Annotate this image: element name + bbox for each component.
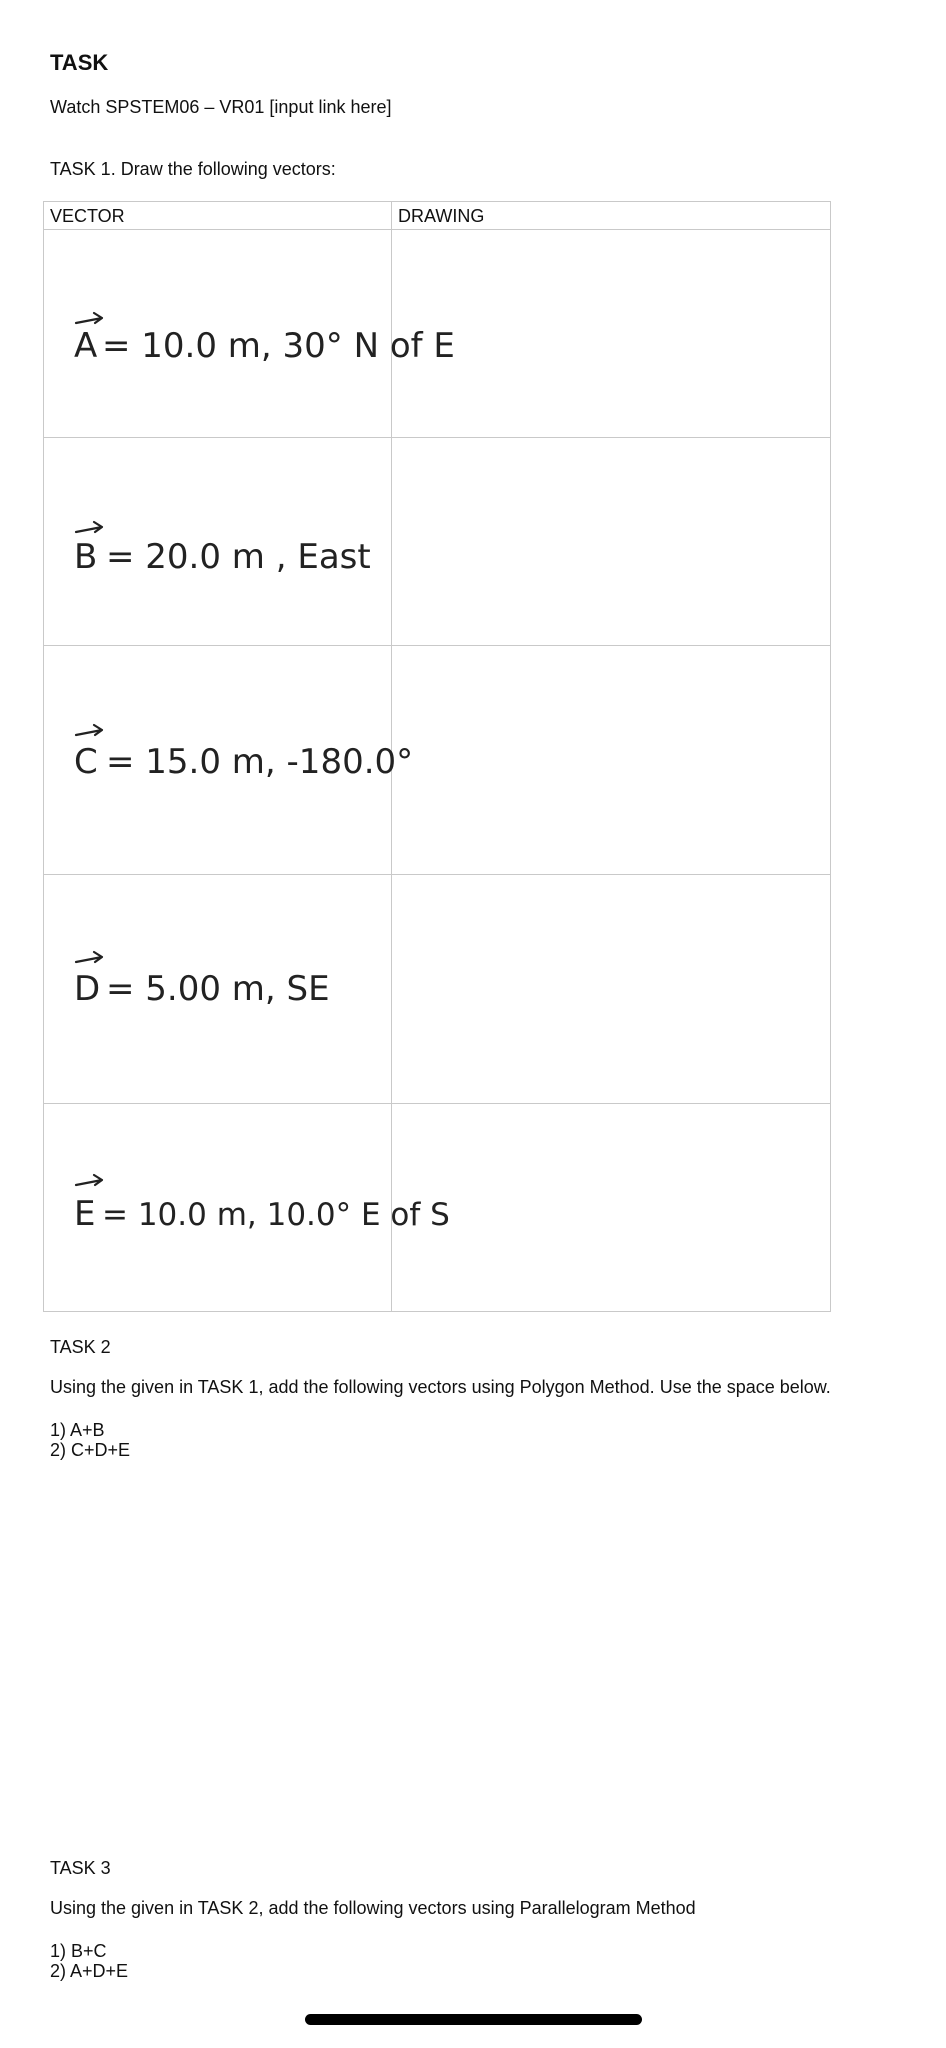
- vector-arrow-icon: [76, 952, 102, 962]
- table-header-row: [44, 202, 831, 230]
- handwritten-vector-c: [44, 646, 414, 873]
- table-row: [44, 438, 831, 646]
- vector-arrow-icon: [76, 725, 102, 735]
- handwritten-vector-d: [44, 875, 392, 1102]
- vector-e-symbol: E: [74, 1194, 96, 1234]
- table-row: [44, 1104, 831, 1312]
- vector-a-symbol: A: [74, 326, 98, 366]
- vector-arrow-icon: [76, 522, 102, 532]
- task2-title: TASK 2: [50, 1337, 111, 1357]
- header-vector: VECTOR: [44, 202, 392, 230]
- drawing-cell-a[interactable]: [392, 230, 831, 438]
- vector-cell-b: [44, 438, 392, 646]
- watch-instruction: Watch SPSTEM06 – VR01 [input link here]: [50, 97, 392, 117]
- page-heading: TASK: [50, 50, 109, 75]
- vector-c-value: = 15.0 m, -180.0°: [106, 742, 414, 782]
- handwritten-vector-e: [44, 1104, 450, 1310]
- vector-cell-d: [44, 875, 392, 1104]
- table-row: [44, 646, 831, 875]
- handwritten-vector-a: [44, 230, 455, 436]
- drawing-cell-e[interactable]: [392, 1104, 831, 1312]
- vector-cell-e: [44, 1104, 450, 1312]
- vector-cell-a: [44, 230, 455, 438]
- task3-instruction: Using the given in TASK 2, add the following vectors using Parallelogram Method: [50, 1898, 696, 1918]
- task2-item: 2) C+D+E: [50, 1440, 131, 1460]
- handwritten-vector-b: [44, 438, 392, 644]
- task3-item: 1) B+C: [50, 1941, 107, 1961]
- drawing-cell-c[interactable]: [392, 646, 831, 875]
- drawing-cell-b[interactable]: [392, 438, 831, 646]
- vector-e-value: = 10.0 m, 10.0° E of S: [102, 1197, 450, 1233]
- task3-item: 2) A+D+E: [50, 1961, 129, 1981]
- table-row: [44, 875, 831, 1104]
- task2-item: 1) A+B: [50, 1420, 105, 1440]
- task2-instruction: Using the given in TASK 1, add the following vectors using Polygon Method. Use the space below.: [50, 1377, 831, 1397]
- vector-d-symbol: D: [74, 969, 101, 1009]
- header-drawing: DRAWING: [392, 202, 831, 230]
- vector-b-value: = 20.0 m , East: [106, 537, 371, 577]
- vector-b-symbol: B: [74, 537, 98, 577]
- vector-table: [43, 201, 831, 1312]
- drawing-cell-d[interactable]: [392, 875, 831, 1104]
- vector-a-value: = 10.0 m, 30° N of E: [102, 326, 455, 366]
- task3-title: TASK 3: [50, 1858, 111, 1878]
- vector-c-symbol: C: [74, 742, 98, 782]
- vector-d-value: = 5.00 m, SE: [106, 969, 330, 1009]
- vector-arrow-icon: [76, 313, 102, 323]
- home-indicator[interactable]: [305, 2014, 642, 2025]
- task1-title: TASK 1. Draw the following vectors:: [50, 159, 336, 179]
- vector-cell-c: [44, 646, 414, 875]
- vector-arrow-icon: [76, 1175, 102, 1185]
- table-row: [44, 230, 831, 438]
